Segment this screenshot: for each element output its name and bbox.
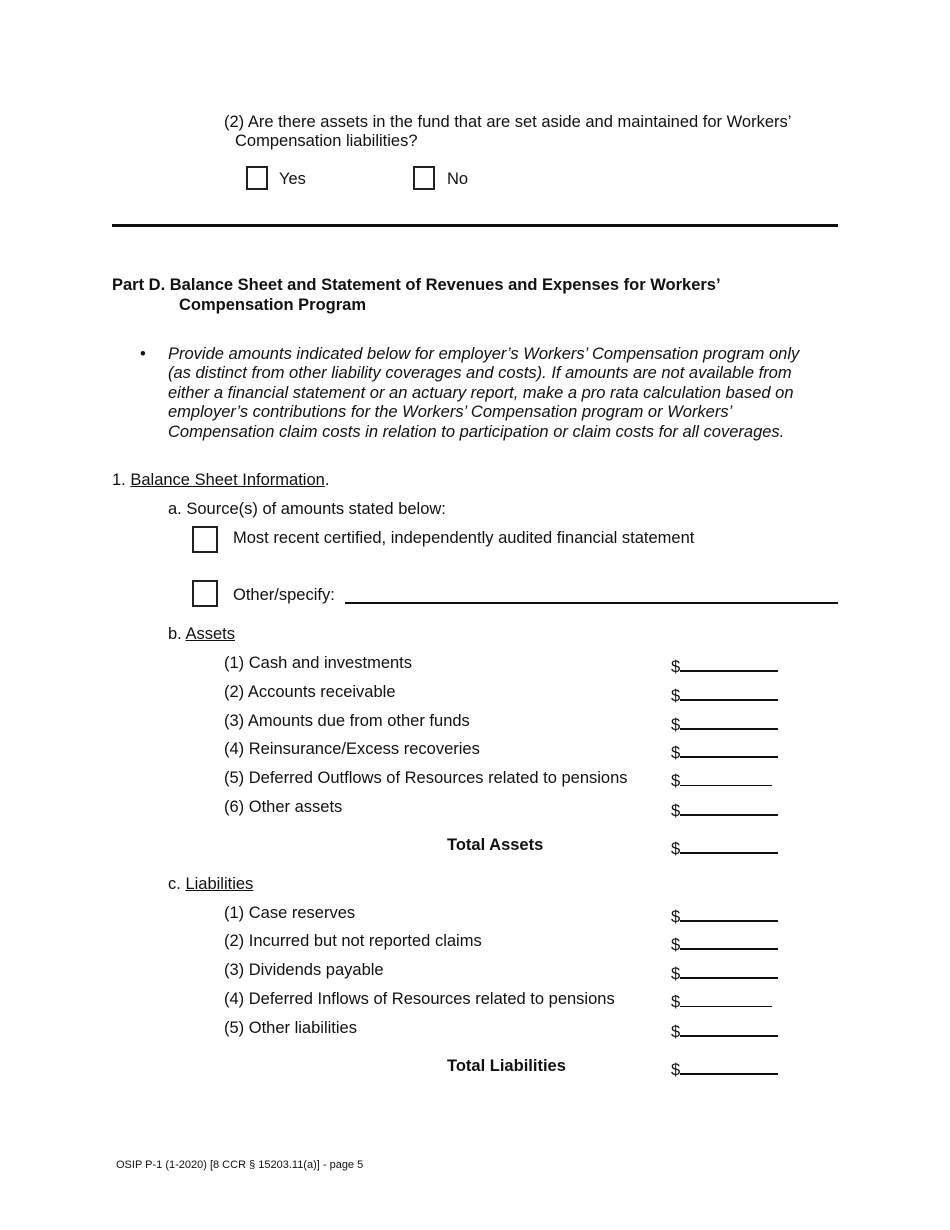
asset-item: (4) Reinsurance/Excess recoveries xyxy=(224,740,480,758)
assets-title: Assets xyxy=(185,625,235,643)
dollar-sign: $ xyxy=(671,1023,681,1041)
yes-label: Yes xyxy=(279,170,306,188)
dollar-sign: $ xyxy=(671,744,681,762)
asset-item: (3) Amounts due from other funds xyxy=(224,712,470,730)
question-2-text-line2: Compensation liabilities? xyxy=(235,132,418,150)
cash-amount-field[interactable] xyxy=(671,654,778,677)
liability-item: (5) Other liabilities xyxy=(224,1019,357,1037)
dollar-sign: $ xyxy=(671,965,681,983)
accounts-receivable-amount-field[interactable] xyxy=(671,683,778,706)
liabilities-title: Liabilities xyxy=(185,875,254,893)
deferred-outflows-amount-field[interactable] xyxy=(671,769,772,791)
dollar-sign: $ xyxy=(671,936,681,954)
amount-blank[interactable] xyxy=(680,932,778,950)
heading-period: . xyxy=(324,471,330,489)
deferred-inflows-amount-field[interactable] xyxy=(671,990,772,1012)
dollar-sign: $ xyxy=(671,772,681,790)
balance-sheet-heading: Balance Sheet Information xyxy=(130,471,325,489)
page-footer: OSIP P-1 (1-2020) [8 CCR § 15203.11(a)] - page 5 xyxy=(116,1159,364,1171)
other-specify-label: Other/specify: xyxy=(233,586,335,604)
total-liabilities-amount-field[interactable] xyxy=(671,1057,778,1080)
yes-checkbox[interactable] xyxy=(246,166,268,190)
amount-blank[interactable] xyxy=(680,904,778,922)
amount-blank[interactable] xyxy=(680,683,778,701)
no-checkbox[interactable] xyxy=(413,166,435,190)
liability-item: (4) Deferred Inflows of Resources related to pensions xyxy=(224,990,615,1008)
dollar-sign: $ xyxy=(671,840,681,858)
audited-statement-label: Most recent certified, independently audited financial statement xyxy=(233,529,695,547)
amount-blank[interactable] xyxy=(680,990,772,1007)
instruction-line: (as distinct from other liability coverages and costs). If amounts are not available from xyxy=(168,364,792,382)
audited-statement-checkbox[interactable] xyxy=(192,526,218,553)
other-specify-checkbox[interactable] xyxy=(192,580,218,607)
amount-blank[interactable] xyxy=(680,769,772,786)
question-2-text-line1: (2) Are there assets in the fund that are set aside and maintained for Workers’ xyxy=(224,113,792,131)
due-from-funds-amount-field[interactable] xyxy=(671,712,778,735)
total-assets-label: Total Assets xyxy=(447,836,544,854)
instruction-line: either a financial statement or an actuary report, make a pro rata calculation based on xyxy=(168,384,794,402)
dollar-sign: $ xyxy=(671,716,681,734)
amount-blank[interactable] xyxy=(680,654,778,672)
liability-item: (2) Incurred but not reported claims xyxy=(224,932,482,950)
dollar-sign: $ xyxy=(671,993,681,1011)
section-1-heading xyxy=(112,471,329,490)
dollar-sign: $ xyxy=(671,802,681,820)
part-d-title-line2: Compensation Program xyxy=(179,296,367,314)
dividends-amount-field[interactable] xyxy=(671,961,778,984)
total-liabilities-label: Total Liabilities xyxy=(447,1057,566,1075)
asset-item: (1) Cash and investments xyxy=(224,654,413,672)
liabilities-prefix: c. xyxy=(168,875,181,893)
no-label: No xyxy=(447,170,469,188)
assets-heading xyxy=(168,625,235,644)
amount-blank[interactable] xyxy=(680,1057,778,1075)
instruction-line: employer’s contributions for the Workers’ Compensation program or Workers’ xyxy=(168,403,733,421)
amount-blank[interactable] xyxy=(680,798,778,816)
case-reserves-amount-field[interactable] xyxy=(671,904,778,927)
ibnr-amount-field[interactable] xyxy=(671,932,778,955)
amount-blank[interactable] xyxy=(680,740,778,758)
dollar-sign: $ xyxy=(671,908,681,926)
amount-blank[interactable] xyxy=(680,961,778,979)
dollar-sign: $ xyxy=(671,658,681,676)
assets-prefix: b. xyxy=(168,625,182,643)
amount-blank[interactable] xyxy=(680,712,778,730)
asset-item: (5) Deferred Outflows of Resources related to pensions xyxy=(224,769,628,787)
dollar-sign: $ xyxy=(671,687,681,705)
other-assets-amount-field[interactable] xyxy=(671,798,778,821)
other-specify-field[interactable] xyxy=(345,602,838,604)
liability-item: (1) Case reserves xyxy=(224,904,356,922)
part-d-title-line1: Part D. Balance Sheet and Statement of Revenues and Expenses for Workers’ xyxy=(112,276,721,294)
total-assets-amount-field[interactable] xyxy=(671,836,778,859)
liability-item: (3) Dividends payable xyxy=(224,961,384,979)
instruction-line: Compensation claim costs in relation to participation or claim costs for all coverages. xyxy=(168,423,785,441)
asset-item: (2) Accounts receivable xyxy=(224,683,396,701)
instruction-line: Provide amounts indicated below for employer’s Workers’ Compensation program only xyxy=(168,345,800,363)
bullet-icon: • xyxy=(140,345,146,363)
dollar-sign: $ xyxy=(671,1061,681,1079)
amount-blank[interactable] xyxy=(680,836,778,854)
asset-item: (6) Other assets xyxy=(224,798,343,816)
other-liabilities-amount-field[interactable] xyxy=(671,1019,778,1042)
liabilities-heading xyxy=(168,875,253,894)
source-label: a. Source(s) of amounts stated below: xyxy=(168,500,446,518)
reinsurance-amount-field[interactable] xyxy=(671,740,778,763)
amount-blank[interactable] xyxy=(680,1019,778,1037)
section-divider xyxy=(112,224,838,227)
section-1-number: 1. xyxy=(112,471,126,489)
